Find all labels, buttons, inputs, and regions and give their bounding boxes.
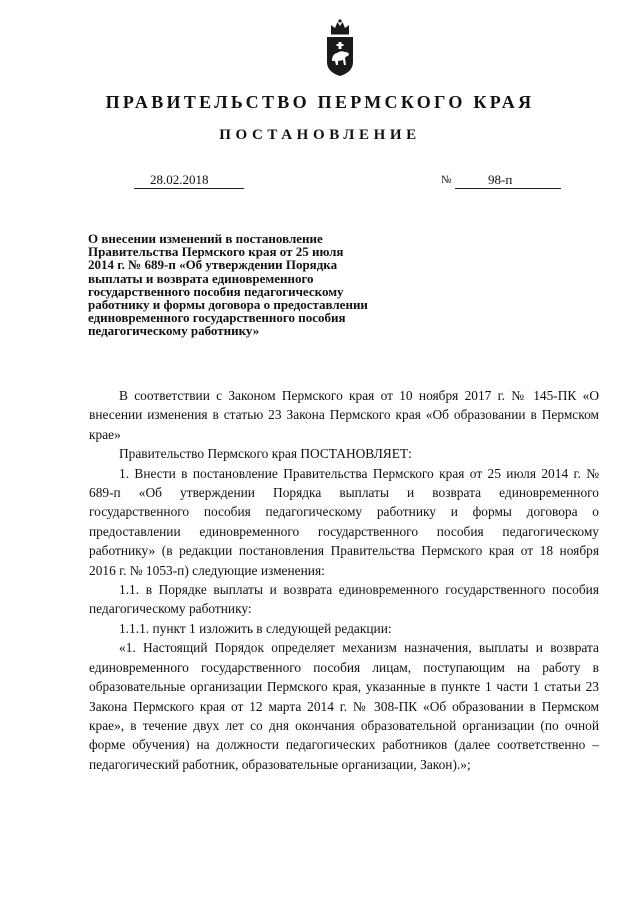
subject-line: педагогическому работнику» [88,323,260,339]
number-sign: № [441,174,452,186]
body-paragraph: Правительство Пермского края ПОСТАНОВЛЯЕТ: [119,446,412,462]
subject-line: единовременного государственного пособия [88,310,346,326]
coat-of-arms-icon [325,18,355,78]
number-field [455,172,561,189]
subject-line: 2014 г. № 689-п «Об утверждении Порядка [88,257,338,273]
body-paragraph: «1. Настоящий Порядок определяет механизм назначения, выплаты и возврата единовременного государственного пособия лицам, поступающим на работу в образовательные организации Пермского края, указанные в пункте 1 части 1 статьи 23 Закона Пермского края от 12 марта 2014 г. № 308-ПК «Об образовании в Пермском крае», в течение двух лет со дня окончания образовательной организации (по очной форме обучения) на должности педагогических работников (далее соответственно – педагогический работник, образовательные организации, Закон).»; [89,640,599,772]
subject-line: выплаты и возврата единовременного [88,270,314,286]
government-title: ПРАВИТЕЛЬСТВО ПЕРМСКОГО КРАЯ [105,92,535,112]
date-field [134,172,244,189]
subject-line: О внесении изменений в постановление [88,231,323,246]
body-paragraph: 1.1. в Порядке выплаты и возврата единовременного государственного пособия педагогическому работнику: [89,582,599,617]
subject-line: Правительства Пермского края от 25 июля [88,244,344,260]
document-type: ПОСТАНОВЛЕНИЕ [219,127,421,143]
document-body [89,386,599,774]
subject-line: государственного пособия педагогическому [88,283,344,299]
body-paragraph: 1. Внести в постановление Правительства Пермского края от 25 июля 2014 г. № 689-п «Об утверждении Порядка выплаты и возврата единовременного государственного пособия педагогическому работнику и формы договора о предоставлении единовременного государственного пособия педагогическому работнику» (в редакции постановления Правительства Пермского края от 18 ноября 2016 г. № 1053-п) следующие изменения: [89,465,599,578]
subject-line: работнику и формы договора о предоставлении [88,297,368,313]
body-paragraph: 1.1.1. пункт 1 изложить в следующей редакции: [119,620,392,636]
document-number: 98-п [488,172,513,187]
document-date: 28.02.2018 [150,172,209,187]
document-subject [88,232,410,338]
body-paragraph: В соответствии с Законом Пермского края от 10 ноября 2017 г. № 145-ПК «О внесении изменения в статью 23 Закона Пермского края «Об образовании в Пермском крае» [89,388,599,442]
